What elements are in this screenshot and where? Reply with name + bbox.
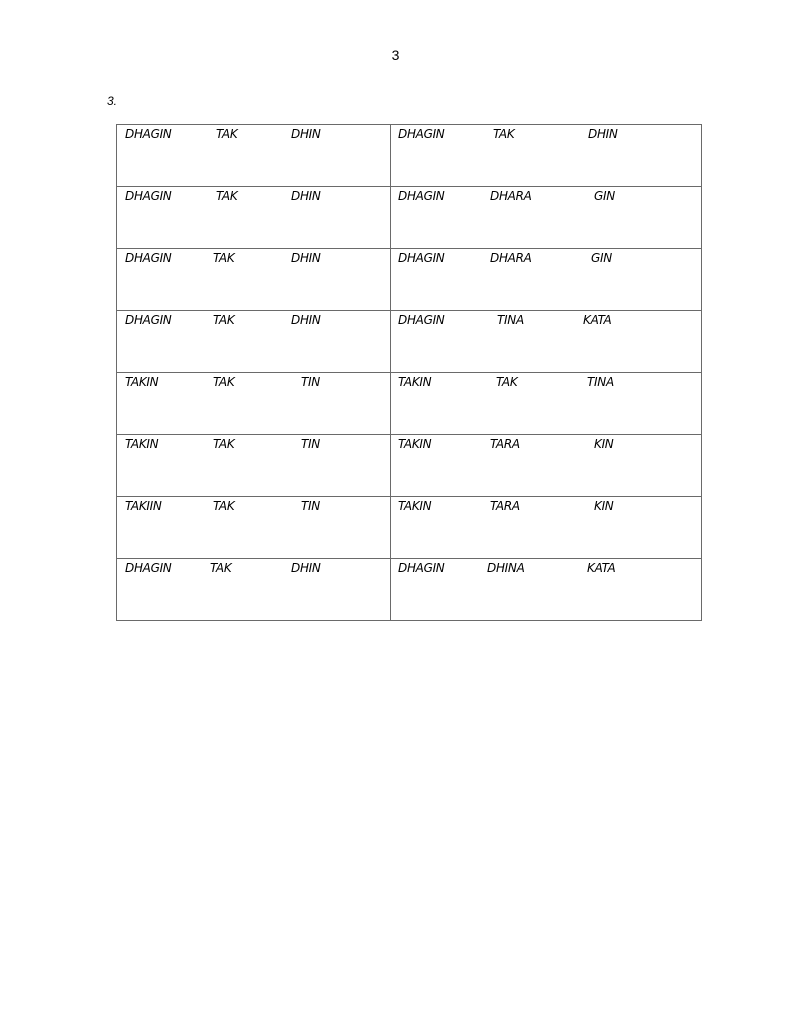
bol-table (116, 124, 702, 621)
syllable-3: TIN (301, 499, 320, 513)
syllable-1: DHAGIN (125, 189, 172, 203)
table-row (117, 373, 702, 435)
syllable-1: TAKIN (398, 375, 432, 389)
table-cell-right (391, 559, 702, 621)
table-cell-right (391, 435, 702, 497)
table-cell-left (117, 187, 391, 249)
syllable-1: DHAGIN (398, 251, 445, 265)
table-cell-right (391, 125, 702, 187)
syllable-1: DHAGIN (125, 251, 172, 265)
syllable-3: GIN (594, 189, 615, 203)
syllable-3: DHIN (291, 127, 321, 141)
syllable-3: DHIN (291, 251, 321, 265)
table-cell-left (117, 435, 391, 497)
table-row (117, 249, 702, 311)
table-row (117, 187, 702, 249)
syllable-1: DHAGIN (125, 127, 172, 141)
table-row (117, 125, 702, 187)
table-cell-left (117, 249, 391, 311)
syllable-2: TARA (490, 499, 520, 513)
syllable-2: TAK (213, 313, 235, 327)
syllable-3: KATA (583, 313, 612, 327)
table-cell-left (117, 311, 391, 373)
syllable-2: DHINA (487, 561, 525, 575)
table-cell-right (391, 311, 702, 373)
syllable-3: TIN (301, 375, 320, 389)
table-cell-right (391, 187, 702, 249)
table-cell-left (117, 497, 391, 559)
page-number: 3 (391, 47, 400, 63)
syllable-3: DHIN (291, 313, 321, 327)
syllable-3: KIN (594, 499, 614, 513)
section-label: 3. (107, 94, 118, 108)
syllable-2: TAK (213, 375, 235, 389)
table-row (117, 435, 702, 497)
syllable-1: DHAGIN (398, 189, 445, 203)
syllable-1: TAKIN (125, 375, 159, 389)
syllable-1: DHAGIN (125, 561, 172, 575)
syllable-1: DHAGIN (398, 561, 445, 575)
table-row (117, 497, 702, 559)
syllable-2: TAK (213, 437, 235, 451)
syllable-2: DHARA (490, 251, 532, 265)
table-cell-right (391, 497, 702, 559)
syllable-1: DHAGIN (125, 313, 172, 327)
syllable-3: KATA (587, 561, 616, 575)
syllable-3: TINA (587, 375, 614, 389)
table-cell-left (117, 125, 391, 187)
syllable-2: TARA (490, 437, 520, 451)
syllable-3: DHIN (291, 561, 321, 575)
syllable-1: TAKIN (125, 437, 159, 451)
syllable-1: TAKIN (398, 437, 432, 451)
syllable-1: DHAGIN (398, 313, 445, 327)
syllable-2: DHARA (490, 189, 532, 203)
syllable-2: TAK (493, 127, 515, 141)
syllable-2: TAK (496, 375, 518, 389)
syllable-1: TAKIN (398, 499, 432, 513)
table-row (117, 311, 702, 373)
syllable-3: DHIN (588, 127, 618, 141)
syllable-1: TAKIIN (125, 499, 162, 513)
syllable-2: TAK (210, 561, 232, 575)
syllable-2: TAK (216, 127, 238, 141)
syllable-3: GIN (591, 251, 612, 265)
syllable-3: KIN (594, 437, 614, 451)
table-cell-left (117, 373, 391, 435)
syllable-2: TAK (213, 251, 235, 265)
table-cell-right (391, 373, 702, 435)
syllable-2: TAK (213, 499, 235, 513)
syllable-3: TIN (301, 437, 320, 451)
syllable-2: TINA (497, 313, 524, 327)
syllable-1: DHAGIN (398, 127, 445, 141)
table-cell-right (391, 249, 702, 311)
syllable-2: TAK (216, 189, 238, 203)
syllable-3: DHIN (291, 189, 321, 203)
table-cell-left (117, 559, 391, 621)
table-row (117, 559, 702, 621)
